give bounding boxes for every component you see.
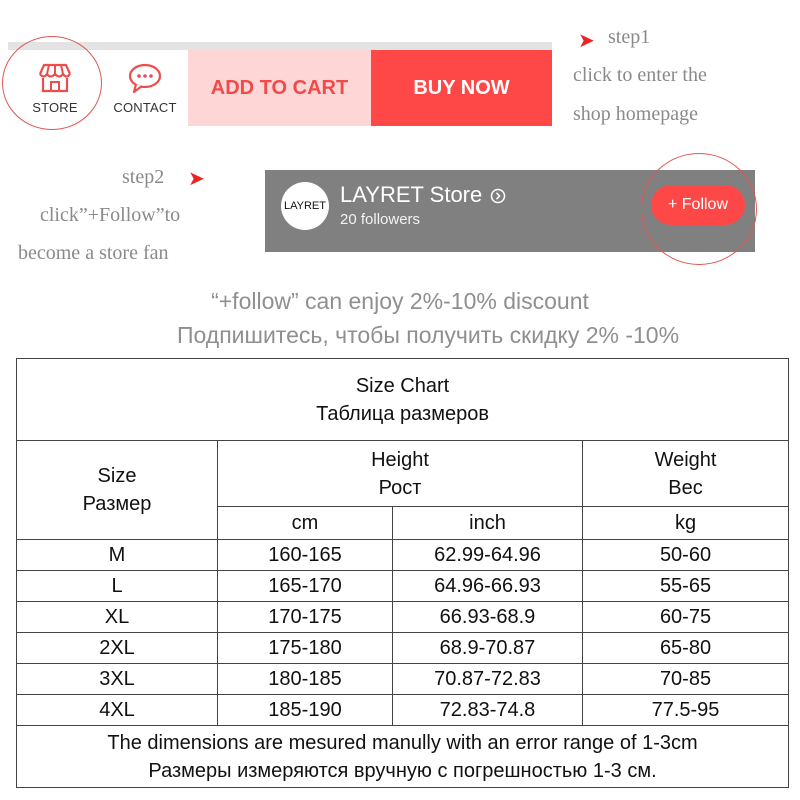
- size-chart-title-en: Size Chart: [355, 374, 450, 397]
- store-name-link[interactable]: [340, 182, 506, 208]
- inch-cell: 70.87-72.83: [393, 664, 583, 695]
- unit-kg: kg: [583, 507, 789, 540]
- size-cell: L: [17, 571, 218, 602]
- size-chart-title-row: [17, 359, 789, 441]
- size-cell: 4XL: [17, 695, 218, 726]
- store-highlight-circle: [2, 36, 102, 130]
- kg-cell: 60-75: [583, 602, 789, 633]
- step1-arrow-icon: ➤: [578, 30, 595, 52]
- kg-cell: 50-60: [583, 540, 789, 571]
- step1-line1: click to enter the: [573, 64, 707, 86]
- chat-bubble-icon: [127, 62, 163, 94]
- step1-title: step1: [608, 26, 651, 48]
- measurement-note-ru: Размеры измеряются вручную с погрешностью 1-3 см.: [148, 759, 657, 782]
- header-row: [17, 441, 789, 507]
- top-divider: [8, 42, 552, 50]
- size-cell: XL: [17, 602, 218, 633]
- follow-highlight-circle: [641, 153, 757, 265]
- kg-cell: 77.5-95: [583, 695, 789, 726]
- size-chart-title-ru: Таблица размеров: [316, 402, 489, 425]
- store-logo[interactable]: LAYRET: [281, 182, 329, 230]
- cm-cell: 185-190: [218, 695, 393, 726]
- weight-header: [583, 441, 789, 507]
- cm-cell: 160-165: [218, 540, 393, 571]
- inch-cell: 64.96-66.93: [393, 571, 583, 602]
- cm-cell: 175-180: [218, 633, 393, 664]
- promo-russian: Подпишитесь, чтобы получить скидку 2% -10%: [176, 322, 680, 348]
- size-header: [17, 441, 218, 540]
- weight-header-ru: Вес: [668, 476, 703, 499]
- measurement-note-en: The dimensions are mesured manully with an error range of 1-3cm: [107, 731, 698, 754]
- size-cell: 3XL: [17, 664, 218, 695]
- kg-cell: 65-80: [583, 633, 789, 664]
- inch-cell: 66.93-68.9: [393, 602, 583, 633]
- store-name: LAYRET Store: [340, 182, 483, 207]
- add-to-cart-button[interactable]: ADD TO CART: [188, 50, 371, 126]
- step2-arrow-icon: ➤: [188, 168, 205, 190]
- unit-inch: inch: [393, 507, 583, 540]
- chevron-right-circle-icon: [490, 188, 506, 204]
- table-row: [17, 571, 789, 602]
- cm-cell: 165-170: [218, 571, 393, 602]
- kg-cell: 55-65: [583, 571, 789, 602]
- size-chart-title: [17, 359, 789, 441]
- inch-cell: 68.9-70.87: [393, 633, 583, 664]
- size-header-en: Size: [97, 465, 137, 487]
- step2-title: step2: [122, 166, 165, 188]
- store-label: STORE: [32, 99, 78, 115]
- weight-header-en: Weight: [654, 448, 717, 471]
- cm-cell: 180-185: [218, 664, 393, 695]
- contact-label: CONTACT: [113, 99, 177, 115]
- inch-cell: 62.99-64.96: [393, 540, 583, 571]
- measurement-note: [17, 726, 789, 788]
- inch-cell: 72.83-74.8: [393, 695, 583, 726]
- size-header-ru: Размер: [82, 493, 152, 515]
- size-cell: M: [17, 540, 218, 571]
- step1-line2: shop homepage: [573, 103, 698, 125]
- step2-line1: click”+Follow”to: [40, 204, 181, 226]
- table-row: [17, 695, 789, 726]
- size-cell: 2XL: [17, 633, 218, 664]
- height-header-en: Height: [371, 448, 429, 471]
- table-row: [17, 633, 789, 664]
- kg-cell: 70-85: [583, 664, 789, 695]
- follow-button[interactable]: + Follow: [651, 185, 745, 225]
- buy-now-button[interactable]: BUY NOW: [371, 50, 552, 126]
- contact-button[interactable]: [102, 50, 188, 126]
- cm-cell: 170-175: [218, 602, 393, 633]
- table-row: [17, 540, 789, 571]
- promo-english: “+follow” can enjoy 2%-10% discount: [211, 288, 589, 314]
- unit-cm: cm: [218, 507, 393, 540]
- table-row: [17, 664, 789, 695]
- height-header: [218, 441, 583, 507]
- size-chart-table: [16, 358, 789, 788]
- table-row: [17, 602, 789, 633]
- height-header-ru: Рост: [378, 476, 422, 499]
- followers-count: 20 followers: [340, 211, 421, 228]
- note-row: [17, 726, 789, 788]
- step2-line2: become a store fan: [18, 242, 169, 264]
